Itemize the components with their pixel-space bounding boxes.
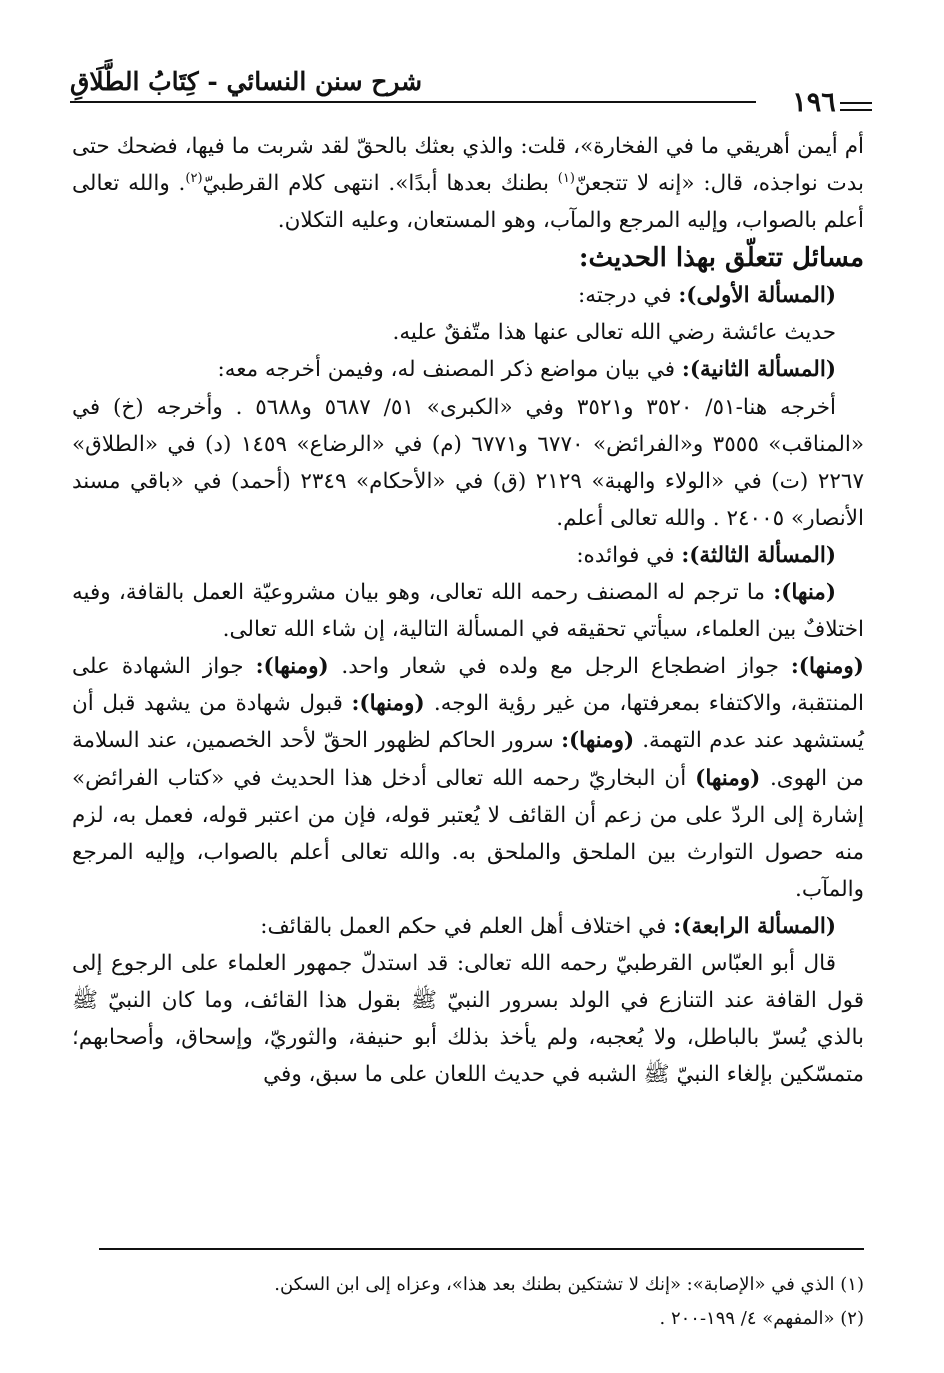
question-3-text: في فوائده: [576,542,682,568]
benefit-2-label: (ومنها): [790,654,864,680]
benefits-paragraph [72,648,864,908]
benefit-3-text: جواز الشهادة على المنتقبة، والاكتفاء بمعرفتها، من غير رؤية الوجه. [72,654,864,717]
question-4-heading [72,908,864,945]
footnote-separator [99,1248,864,1250]
question-4-body: قال أبو العبّاس القرطبيّ رحمه الله تعالى: قد استدلّ جمهور العلماء على الرجوع إلى قول القافة عند التنازع في الولد بسرور النبيّ ﷺ بقول هذا القائف، وما كان النبيّ ﷺ بالذي يُسرّ بالباطل، ولا يُعجبه، ولم يأخذ بذلك أبو حنيفة، والثوريّ، وإسحاق، وأصحابهم؛ متمسّكين بإلغاء النبيّ ﷺ الشبه في حديث اللعان على ما سبق، وفي [72,950,864,1088]
benefit-1-label: (منها): [773,580,836,606]
question-2-text: في بيان مواضع ذكر المصنف له، وفيمن أخرجه معه: [217,357,682,383]
benefit-2-text: جواز اضطجاع الرجل مع ولده في شعار واحد. [341,654,791,680]
page-number-block [756,88,872,118]
section-title: مسائل تتعلّق بهذا الحديث: [578,243,864,274]
footnote-ref-1: (١) [557,170,575,186]
intro-text-b: بطنك بعدها أبدًا». انتهى كلام القرطبيّ [202,171,558,197]
question-3-heading [72,537,864,574]
page-number: ١٩٦ [788,87,840,118]
benefit-6-text: أن البخاريّ رحمه الله تعالى أدخل هذا الحديث في «كتاب الفرائض» إشارة إلى الردّ على من زعم أن القائف لا يُعتبر قوله، فإن من اعتبر قوله، فعمل به، لزم منه حصول التوارث بين الملحق والملحق به. والله تعالى أعلم بالصواب، وإليه المرجع والمآب. [72,765,864,902]
question-2-body: أخرجه هنا-٥١/ ٣٥٢٠ و٣٥٢١ وفي «الكبرى» ٥١/ ٥٦٨٧ و٥٦٨٨ . وأخرجه (خ) في «المناقب» ٣٥٥٥ و«الفرائض» ٦٧٧٠ و٦٧٧١ (م) في «الرضاع» ١٤٥٩ (د) في «الطلاق» ٢٢٦٧ (ت) في «الولاء والهبة» ٢١٢٩ (ق) في «الأحكام» ٢٣٤٩ (أحمد) في «باقي مسند الأنصار» ٢٤٠٠٥ . والله تعالى أعلم. [72,394,865,531]
intro-text-a: أم أيمن أهريقي ما في الفخارة»، قلت: والذي بعثك بالحقّ لقد شربت ما فيها، فضحك حتى بدت نواجذه، قال: «إنه لا تتجعنّ [72,134,864,197]
question-4-text: في اختلاف أهل العلم في حكم العمل بالقائف: [260,913,674,939]
main-text [72,128,864,1093]
question-1-heading [72,277,864,314]
question-1-body: حديث عائشة رضي الله تعالى عنها هذا متّفقٌ عليه. [392,320,836,346]
benefit-3-label: (ومنها): [255,654,342,680]
question-2-label: (المسألة الثانية): [681,357,836,383]
benefit-5-text: سرور الحاكم لظهور الحقّ لأحد الخصمين، عند السلامة من الهوى. [72,728,864,791]
benefit-5-label: (ومنها): [561,728,643,754]
benefit-1 [72,574,864,648]
benefit-4-text: قبول شهادة من يشهد قبل أن يُستشهد عند عدم التهمة. [72,691,864,754]
intro-text-c: . والله تعالى أعلم بالصواب، وإليه المرجع والمآب، وهو المستعان، وعليه التكلان. [72,171,864,234]
question-4-label: (المسألة الرابعة): [673,913,836,939]
question-1-text: في درجته: [578,283,679,309]
footnote-1: (١) الذي في «الإصابة»: «إنك لا تشتكين بطنك بعد هذا»، وعزاه إلى ابن السكن. [274,1274,864,1295]
footnotes [72,1268,864,1336]
benefit-4-label: (ومنها): [351,691,434,717]
benefit-6-label: (ومنها) [695,765,770,791]
header-rule [70,101,756,103]
question-2-heading [72,351,864,388]
running-title: شرح سنن النسائي - كِتَابُ الطَّلَاقِ [70,67,423,96]
paragraph-intro [72,128,864,239]
benefit-1-text: ما ترجم له المصنف رحمه الله تعالى، وهو بيان مشروعيّة العمل بالقافة، وفيه اختلافٌ بين العلماء، سيأتي تحقيقه في المسألة التالية، إن شاء الله تعالى. [72,580,864,643]
question-1-label: (المسألة الأولى): [678,283,836,309]
footnote-2: (٢) «المفهم» ٤/ ١٩٩-٢٠٠ . [659,1308,864,1329]
footnote-ref-2: (٢) [185,170,203,186]
question-3-label: (المسألة الثالثة): [681,542,836,568]
